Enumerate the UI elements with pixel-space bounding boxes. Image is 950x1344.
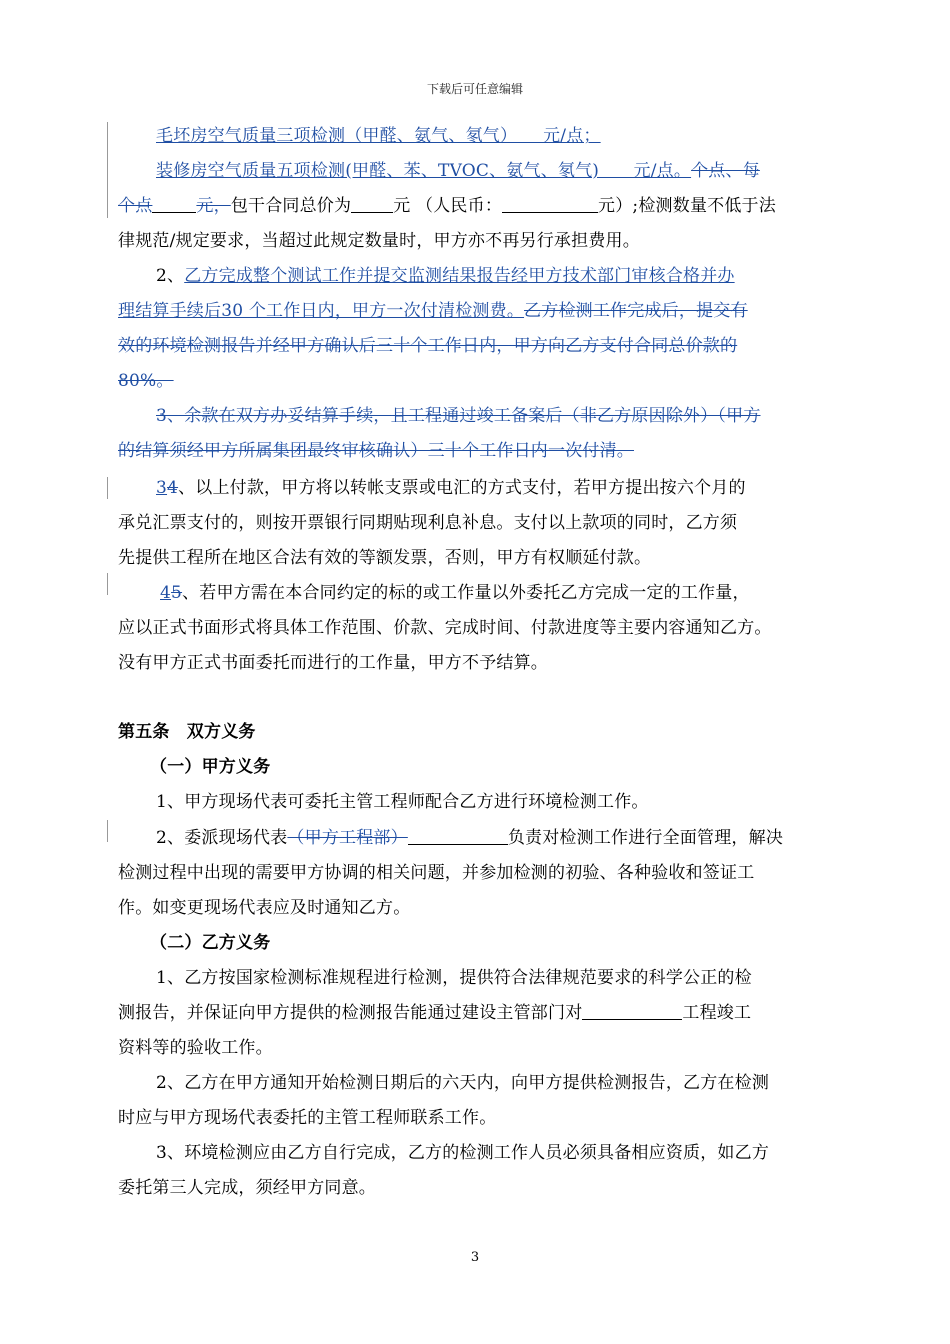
section-heading: （二）乙方义务	[150, 933, 271, 953]
revision-bar	[107, 820, 108, 842]
section-heading: （一）甲方义务	[150, 757, 271, 777]
text-line: 没有甲方正式书面委托而进行的工作量，甲方不予结算。	[118, 653, 548, 673]
revision-bar	[107, 477, 108, 499]
text-line: 毛坯房空气质量三项检测（甲醛、氨气、氡气） 元/点；	[156, 126, 601, 146]
text-line: 作。如变更现场代表应及时通知乙方。	[118, 898, 411, 918]
text-line: 1、甲方现场代表可委托主管工程师配合乙方进行环境检测工作。	[156, 792, 649, 812]
text-line: 应以正式书面形式将具体工作范围、价款、完成时间、付款进度等主要内容通知乙方。	[118, 618, 772, 638]
text-line: 3、环境检测应由乙方自行完成，乙方的检测工作人员必须具备相应资质，如乙方	[156, 1143, 770, 1163]
text-line: 先提供工程所在地区合法有效的等额发票，否则，甲方有权顺延付款。	[118, 548, 652, 568]
text-line: 34、以上付款，甲方将以转帐支票或电汇的方式支付，若甲方提出按六个月的	[156, 478, 746, 498]
text-line: 45、若甲方需在本合同约定的标的或工作量以外委托乙方完成一定的工作量，	[160, 583, 750, 603]
text-line: 80%。	[118, 371, 174, 391]
article-heading: 第五条 双方义务	[118, 722, 256, 742]
text-line: 测报告，并保证向甲方提供的检测报告能通过建设主管部门对 工程竣工	[118, 1003, 752, 1023]
text-line: 时应与甲方现场代表委托的主管工程师联系工作。	[118, 1108, 497, 1128]
page-header: 下载后可任意编辑	[426, 82, 523, 96]
text-line: 2、乙方完成整个测试工作并提交监测结果报告经甲方技术部门审核合格并办	[156, 266, 735, 286]
revision-bar	[107, 122, 108, 218]
text-line: 承兑汇票支付的，则按开票银行同期贴现利息补息。支付以上款项的同时，乙方须	[118, 513, 738, 533]
text-line: 的结算须经甲方所属集团最终审核确认）三十个工作日内一次付清。	[118, 441, 634, 461]
text-line: 律规范/规定要求，当超过此规定数量时，甲方亦不再另行承担费用。	[118, 231, 640, 251]
page-number: 3	[470, 1250, 480, 1265]
revision-bar	[107, 573, 108, 595]
text-line: 装修房空气质量五项检测(甲醛、苯、TVOC、氨气、氡气) 元/点。个点、每	[156, 161, 760, 181]
text-line: 资料等的验收工作。	[118, 1038, 273, 1058]
text-line: 委托第三人完成，须经甲方同意。	[118, 1178, 376, 1198]
text-line: 2、委派现场代表（甲方工程部） 负责对检测工作进行全面管理，解决	[156, 828, 784, 848]
text-line: 个点 元，包干合同总价为 元 （人民币： 元）;检测数量不低于法	[118, 196, 776, 216]
text-line: 效的环境检测报告并经甲方确认后三十个工作日内，甲方向乙方支付合同总价款的	[118, 336, 738, 356]
text-line: 3、余款在双方办妥结算手续，且工程通过竣工备案后（非乙方原因除外）（甲方	[156, 406, 761, 426]
text-line: 1、乙方按国家检测标准规程进行检测，提供符合法律规范要求的科学公正的检	[156, 968, 752, 988]
text-line: 理结算手续后30 个工作日内，甲方一次付清检测费。乙方检测工作完成后，提交有	[118, 301, 748, 321]
text-line: 检测过程中出现的需要甲方协调的相关问题，并参加检测的初验、各种验收和签证工	[118, 863, 755, 883]
text-line: 2、乙方在甲方通知开始检测日期后的六天内，向甲方提供检测报告，乙方在检测	[156, 1073, 770, 1093]
